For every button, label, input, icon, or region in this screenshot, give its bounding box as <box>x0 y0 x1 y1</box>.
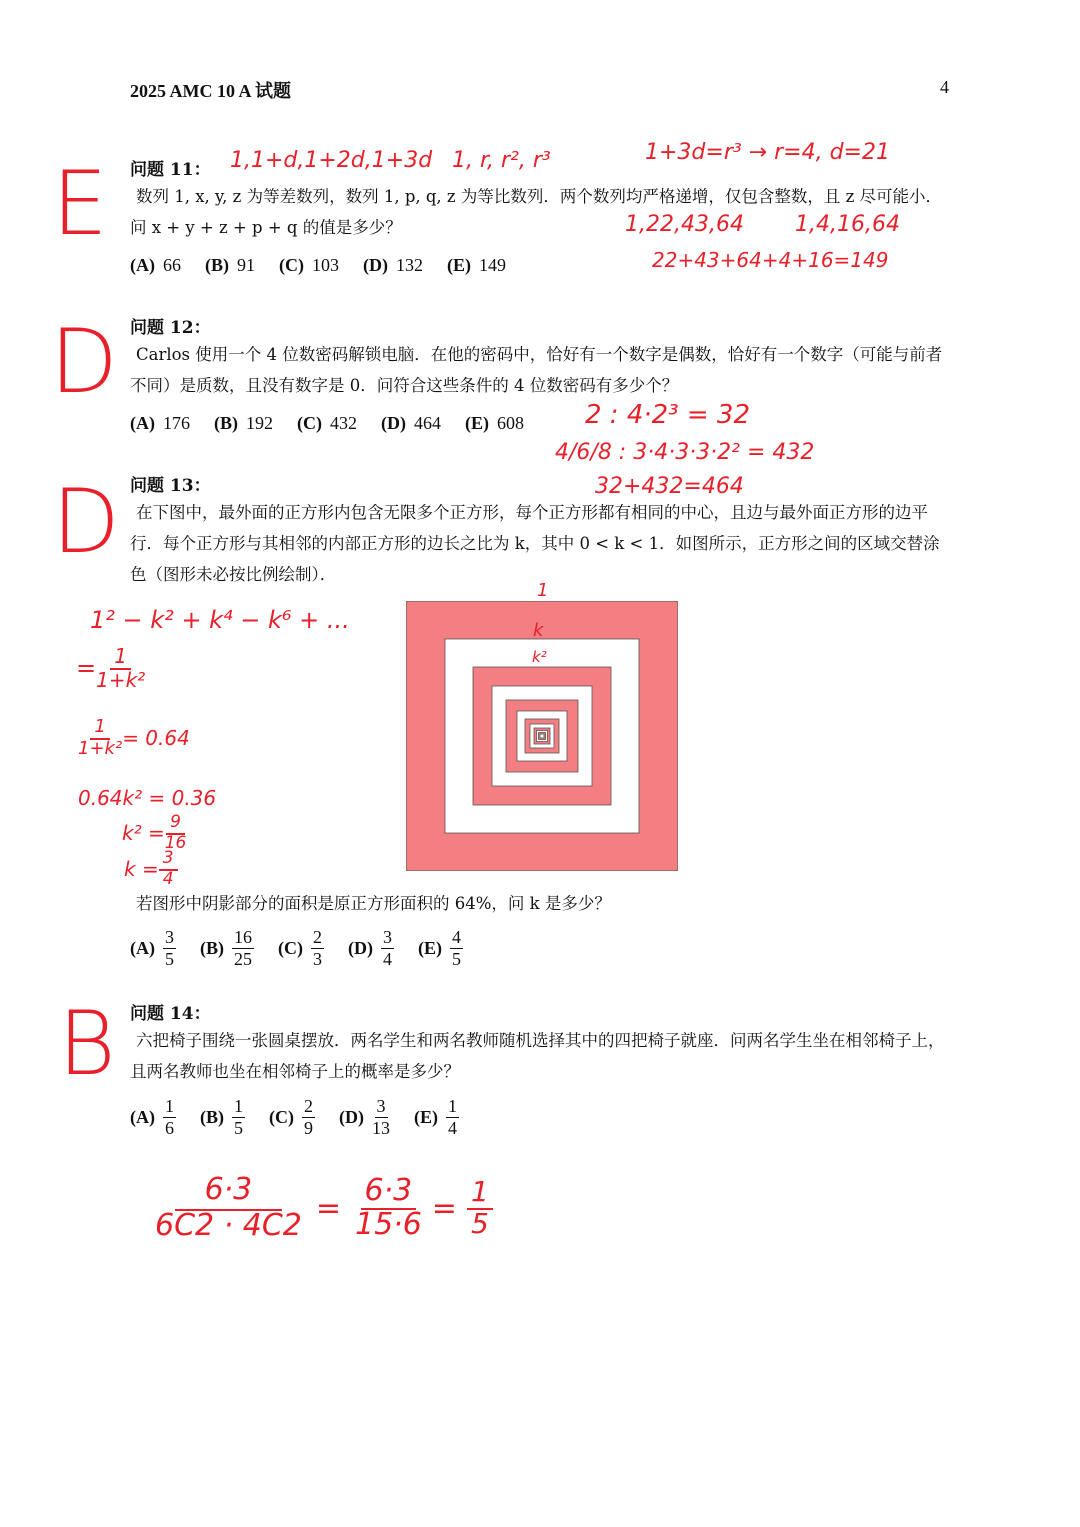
q13-note-sum-formula: = $\frac{1}{\text{1+k²}}$ <box>76 644 146 692</box>
q12-choice-d: (D) 464 <box>381 413 441 433</box>
q13-choice-e: (E) $\frac{4}{5}$ <box>418 927 461 969</box>
q12-choice-c: (C) 432 <box>297 413 357 433</box>
q11-text: 数列 1, x, y, z 为等差数列，数列 1, p, q, z 为等比数列．两个数列均严格递增，仅包含整数，且 z 尽可能小．问 x + y + z + p + q 的值是多少？ <box>130 187 943 237</box>
q13-note-k2-eq: 0.64k² = 0.36 <box>78 786 217 810</box>
q14-choice-c: (C) $\frac{2}{9}$ <box>269 1096 313 1138</box>
q13-note-k2-val: k² = $\frac{9}{16}$ <box>122 812 187 853</box>
nested-squares-figure <box>406 601 678 871</box>
q14-choice-d: (D) $\frac{3}{13}$ <box>339 1096 390 1138</box>
q12-choice-a: (A) 176 <box>130 413 190 433</box>
q13-note-series: 1² − k² + k⁴ − k⁶ + ... <box>90 606 350 634</box>
answer-letter-q13: D <box>52 470 120 573</box>
answer-letter-q12: D <box>50 310 118 413</box>
page-number: 4 <box>940 77 949 97</box>
q11-note-sum: 22+43+64+4+16=149 <box>652 248 889 272</box>
q14-choice-b: (B) $\frac{1}{5}$ <box>200 1096 243 1138</box>
q11-choices <box>130 255 530 276</box>
q12-note-case468: 4/6/8 : 3·4·3·3·2² = 432 <box>555 440 815 465</box>
q13-choices <box>130 928 487 969</box>
page-header-title: 2025 AMC 10 A 试题 <box>130 81 292 101</box>
q11-note-seq1: 1,22,43,64 <box>625 212 744 237</box>
q12-note-case2: 2 : 4·2³ = 32 <box>585 400 751 430</box>
q12-choice-e: (E) 608 <box>465 413 524 433</box>
q11-choice-a: (A) 66 <box>130 255 181 275</box>
q11-choice-d: (D) 132 <box>363 255 423 275</box>
q14-text: 六把椅子围绕一张圆桌摆放．两名学生和两名教师随机选择其中的四把椅子就座．问两名学生坐在相邻椅子上，且两名教师也坐在相邻椅子上的概率是多少？ <box>130 1031 945 1081</box>
q13-choice-c: (C) $\frac{2}{3}$ <box>278 927 322 969</box>
q11-note-solve: 1+3d=r³ → r=4, d=21 <box>645 140 890 165</box>
q13-note-equation: $\frac{1}{\text{1+k²}}$ = 0.64 <box>78 716 190 759</box>
q13-note-side-1: 1 <box>537 580 549 601</box>
q13-text: 在下图中，最外面的正方形内包含无限多个正方形，每个正方形都有相同的中心，且边与最外面正方形的边平行．每个正方形与其相邻的内部正方形的边长之比为 k，其中 0 < k < 1．如图所示，正方形之间的区域交替涂色（图形未必按比例绘制）． <box>130 503 940 584</box>
q13-title: 问题 13： <box>130 476 211 496</box>
q13-choice-b: (B) $\frac{16}{25}$ <box>200 927 252 969</box>
q14-choices <box>130 1097 483 1138</box>
q11-note-seq2: 1,4,16,64 <box>795 212 900 237</box>
q14-title: 问题 14： <box>130 1004 211 1024</box>
q14-choice-a: (A) $\frac{1}{6}$ <box>130 1096 174 1138</box>
q13-note-side-k2: k² <box>532 648 547 666</box>
q12-title: 问题 12： <box>130 318 211 338</box>
q11-title: 问题 11： <box>130 160 211 180</box>
q11-choice-e: (E) 149 <box>447 255 506 275</box>
q11-note-arith: 1,1+d,1+2d,1+3d <box>230 148 433 173</box>
q12-choice-b: (B) 192 <box>214 413 273 433</box>
q14-choice-e: (E) $\frac{1}{4}$ <box>414 1096 457 1138</box>
q12-choices <box>130 413 548 434</box>
q12-note-total: 32+432=464 <box>595 474 744 499</box>
q13-choice-a: (A) $\frac{3}{5}$ <box>130 927 174 969</box>
q11-choice-b: (B) 91 <box>205 255 255 275</box>
q13-note-k-val: k = $\frac{3}{4}$ <box>124 850 178 888</box>
q11-note-geom: 1, r, r², r³ <box>452 148 551 173</box>
q13-note-side-k: k <box>533 620 544 641</box>
q12-text: Carlos 使用一个 4 位数密码解锁电脑．在他的密码中，恰好有一个数字是偶数，恰好有一个数字（可能与前者不同）是质数，且没有数字是 0．问符合这些条件的 4 位数密码有多少个？ <box>130 345 943 395</box>
q13-question: 若图形中阴影部分的面积是原正方形面积的 64%，问 k 是多少？ <box>136 894 611 913</box>
q11-choice-c: (C) 103 <box>279 255 339 275</box>
answer-letter-q11: E <box>52 152 108 255</box>
q14-note-solution: $\frac{6\cdot 3}{6C2 \cdot 4C2}$ = $\frac{6\cdot 3}{15\cdot 6}$ = $\frac{1}{5}$ <box>155 1175 493 1241</box>
answer-letter-q14: B <box>58 992 116 1095</box>
nested-square-11 <box>540 734 544 738</box>
q13-choice-d: (D) $\frac{3}{4}$ <box>348 927 392 969</box>
